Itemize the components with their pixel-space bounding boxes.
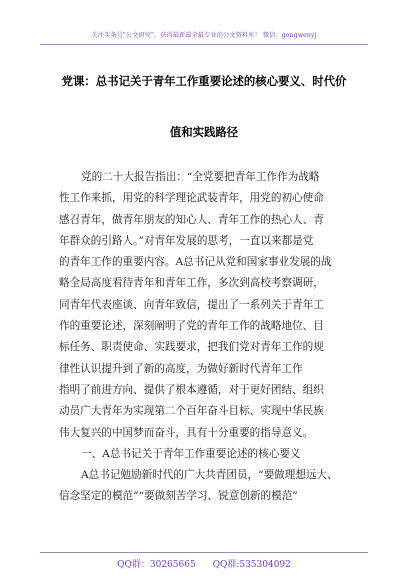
- footer: [0, 557, 408, 570]
- body-line: 指明了前进方向、提供了根本遵循，对于更好团结、组织: [59, 383, 324, 396]
- body-line: 伟大复兴的中国梦而奋斗，具有十分重要的指导意义。: [59, 426, 314, 439]
- body-line: 性工作来抓，用党的科学理论武装青年，用党的初心使命: [59, 192, 324, 205]
- footer-qq-group-2: QQ群:535304092: [212, 560, 291, 570]
- section-heading: 一、A总书记关于青年工作重要论述的核心要义: [81, 447, 301, 460]
- header-divider: [40, 44, 368, 45]
- body-line: 标任务、职责使命、实践要求，把我们党对青年工作的规: [59, 341, 324, 354]
- body-line: 作的重要论述，深刻阐明了党的青年工作的战略地位、目: [59, 320, 324, 333]
- footer-qq-group-1: QQ群：30265665: [117, 560, 196, 570]
- body-line: 同青年代表座谈、向青年致信，提出了一系列关于青年工: [59, 298, 324, 311]
- body-line: 律性认识提升到了新的高度，为做好新时代青年工作: [59, 362, 303, 375]
- body-line: 略全局高度看待青年和青年工作，多次到高校考察调研，: [59, 277, 324, 290]
- body-line: 党的二十大报告指出：“全党要把青年工作作为战略: [81, 171, 320, 183]
- document-title-line-2: 值和实践路径: [169, 125, 239, 139]
- body-line: 信念坚定的模范”“要做刻苦学习、锐意创新的模范”: [59, 490, 298, 503]
- body-line: 动员广大青年为实现第二个百年奋斗目标、实现中华民族: [59, 405, 324, 418]
- document-body: [59, 167, 349, 508]
- body-line: A总书记勉励新时代的广大共青团员，“要做理想远大、: [81, 469, 338, 482]
- header-banner: 关注头条号"公文研究"，获得最新最全最专业的公文资料库！ 微信：gongwenyj: [91, 32, 317, 39]
- footer-divider: [40, 552, 368, 553]
- body-line: 的青年工作的重要内容。A总书记从党和国家事业发展的战: [59, 256, 332, 269]
- document-title-line-1: 党课：总书记关于青年工作重要论述的核心要义、时代价: [61, 74, 347, 88]
- body-line: 年群众的引路人。”对青年发展的思考，一直以来都是党: [59, 234, 314, 247]
- body-line: 感召青年，做青年朋友的知心人、青年工作的热心人、青: [59, 213, 324, 226]
